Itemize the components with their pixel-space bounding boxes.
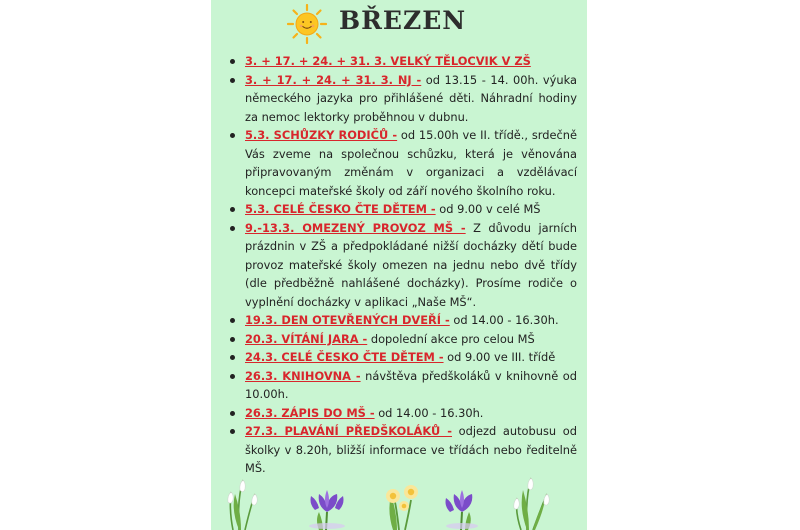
event-heading: 9.-13.3. OMEZENÝ PROVOZ MŠ - [245, 220, 466, 235]
event-heading: 19.3. DEN OTEVŘENÝCH DVEŘÍ - [245, 313, 450, 327]
event-text: dopolední akce pro celou MŠ [367, 331, 535, 346]
event-text: návštěva předškoláků v knihovně od 10.00h. [245, 368, 578, 401]
list-item [244, 311, 577, 330]
event-heading: 27.3. PLAVÁNÍ PŘEDŠKOLÁKŮ - [245, 424, 452, 438]
event-text: od 14.00 - 16.30h. [374, 405, 484, 420]
event-text: od 15.00h ve II. třídě., srdečně Vás zveme na společnou schůzku, která je věnována připravovaným změnám v organizaci a vzdělávací koncepci mateřské školy od září nového školního roku. [245, 128, 577, 198]
list-item [244, 126, 577, 200]
list-item [244, 367, 577, 404]
event-text: od 14.00 - 16.30h. [449, 313, 559, 327]
spring-flowers-icon [211, 450, 587, 530]
event-heading: 3. + 17. + 24. + 31. 3. NJ - [245, 72, 422, 87]
event-heading: 24.3. CELÉ ČESKO ČTE DĚTEM - [245, 350, 444, 364]
list-item [244, 200, 577, 219]
event-list [244, 52, 577, 478]
page-title: BŘEZEN [339, 6, 467, 35]
list-item [244, 71, 577, 127]
event-text: od 9.00 v celé MŠ [435, 202, 541, 216]
list-item [244, 404, 577, 423]
event-text: Z důvodu jarních prázdnin v ZŠ a předpokládané nižší docházky dětí bude provoz mateřské školy omezen na jednu nebo dvě třídy (dle předběžně nahlášené docházky). Prosíme rodiče o vyplnění docházky v aplikaci „Naše MŠ“. [245, 220, 577, 309]
list-item [244, 52, 577, 71]
event-heading: 26.3. ZÁPIS DO MŠ - [245, 405, 375, 420]
sun-icon [287, 4, 327, 44]
list-item [244, 348, 577, 367]
event-heading: 3. + 17. + 24. + 31. 3. VELKÝ TĚLOCVIK V ZŠ [245, 54, 531, 68]
month-poster [211, 0, 587, 530]
poster-header [211, 0, 587, 44]
list-item [244, 330, 577, 349]
event-heading: 5.3. CELÉ ČESKO ČTE DĚTEM - [245, 202, 436, 216]
event-text: odjezd autobusu od školky v 8.20h, bližší informace ve třídách nebo ředitelně MŠ. [245, 424, 577, 475]
event-text: od 13.15 - 14. 00h. výuka německého jazyka pro přihlášené děti. Náhradní hodiny za nemoc lektorky proběhnou v dubnu. [245, 72, 577, 124]
list-item [244, 219, 577, 312]
event-heading: 20.3. VÍTÁNÍ JARA - [245, 331, 368, 346]
event-text: od 9.00 ve III. třídě [443, 350, 556, 364]
event-heading: 26.3. KNIHOVNA - [245, 368, 361, 383]
event-heading: 5.3. SCHŮZKY RODIČŮ - [245, 128, 398, 142]
